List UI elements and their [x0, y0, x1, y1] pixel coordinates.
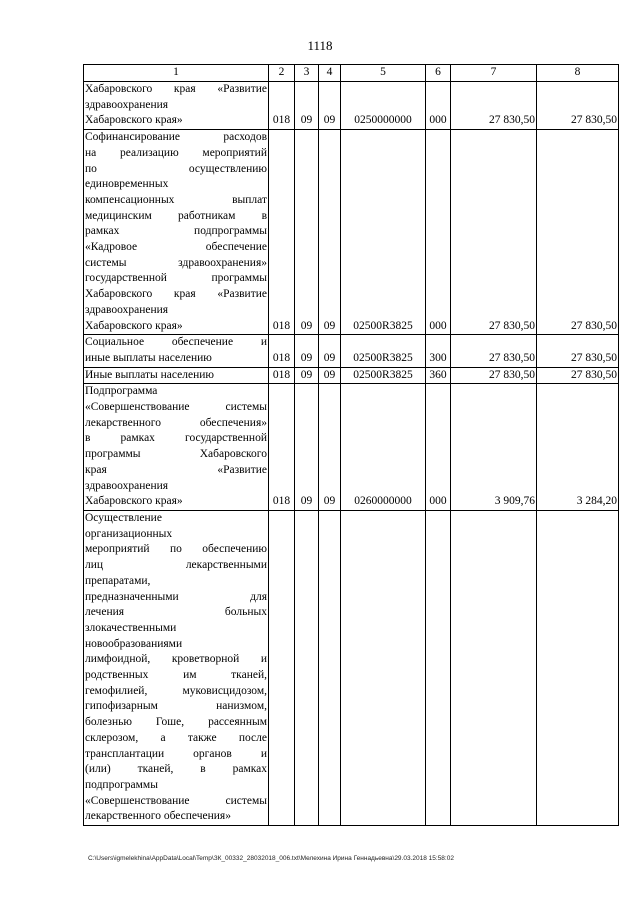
- description-line: рамках подпрограммы: [85, 225, 267, 238]
- subsection-code: 09: [319, 82, 341, 130]
- file-path-footer: C:\Users\igmelekhina\AppData\Local\Temp\ЗК_00332_28032018_006.txt\Мелехина Ирина Геннадьевна\29.03.2018 15:58:02: [88, 855, 454, 862]
- header-cell: 1: [84, 65, 269, 82]
- section-code: 09: [295, 367, 319, 384]
- description-line: Софинансирование расходов: [85, 131, 267, 144]
- row-description: [84, 335, 269, 367]
- description-line: лечения больных: [85, 606, 267, 619]
- header-cell: 8: [537, 65, 619, 82]
- row-description: [84, 367, 269, 384]
- description-line: родственных им тканей,: [85, 669, 267, 682]
- table-row: [84, 335, 619, 367]
- expense-type-code: 300: [426, 335, 451, 367]
- description-line: Хабаровского края»: [85, 495, 183, 508]
- header-cell: 4: [319, 65, 341, 82]
- section-code: 09: [295, 82, 319, 130]
- target-article-code: 02500R3825: [341, 130, 426, 335]
- description-line: иные выплаты населению: [85, 351, 212, 364]
- header-cell: 5: [341, 65, 426, 82]
- description-line: в рамках государственной: [85, 432, 267, 445]
- amount-year-1: 3 909,76: [451, 384, 537, 511]
- description-line: Хабаровского края»: [85, 319, 183, 332]
- description-line: Социальное обеспечение и: [85, 336, 267, 349]
- description-line: лиц лекарственными: [85, 559, 267, 572]
- description-line: «Совершенствование системы: [85, 794, 267, 807]
- description-line: Хабаровского края «Развитие: [85, 288, 267, 301]
- description-line: склерозом, а также после: [85, 731, 267, 744]
- expense-type-code: 000: [426, 130, 451, 335]
- header-cell: 6: [426, 65, 451, 82]
- ministry-code: 018: [269, 367, 295, 384]
- expense-type-code: 360: [426, 367, 451, 384]
- description-line: Подпрограмма: [85, 385, 158, 398]
- amount-year-1: [451, 510, 537, 825]
- target-article-code: 02500R3825: [341, 335, 426, 367]
- description-line: компенсационных выплат: [85, 193, 267, 206]
- expense-type-code: 000: [426, 384, 451, 511]
- description-line: «Совершенствование системы: [85, 401, 267, 414]
- table-row: [84, 510, 619, 825]
- expense-type-code: 000: [426, 82, 451, 130]
- section-code: 09: [295, 384, 319, 511]
- subsection-code: [319, 510, 341, 825]
- amount-year-1: 27 830,50: [451, 130, 537, 335]
- description-line: на реализацию мероприятий: [85, 146, 267, 159]
- description-line: трансплантации органов и: [85, 747, 267, 760]
- subsection-code: 09: [319, 335, 341, 367]
- description-line: по осуществлению: [85, 162, 267, 175]
- description-line: Осуществление: [85, 511, 162, 524]
- description-line: мероприятий по обеспечению: [85, 543, 267, 556]
- row-description: [84, 82, 269, 130]
- ministry-code: 018: [269, 335, 295, 367]
- description-line: предназначенными для: [85, 590, 267, 603]
- description-line: программы Хабаровского: [85, 448, 267, 461]
- ministry-code: 018: [269, 130, 295, 335]
- description-line: медицинским работникам в: [85, 209, 267, 222]
- target-article-code: [341, 510, 426, 825]
- table-header-row: [84, 65, 619, 82]
- subsection-code: 09: [319, 130, 341, 335]
- target-article-code: 0250000000: [341, 82, 426, 130]
- header-cell: 2: [269, 65, 295, 82]
- ministry-code: 018: [269, 384, 295, 511]
- ministry-code: [269, 510, 295, 825]
- ministry-code: 018: [269, 82, 295, 130]
- description-line: Хабаровского края»: [85, 114, 183, 127]
- description-line: злокачественными: [85, 621, 177, 634]
- amount-year-2: [537, 510, 619, 825]
- description-line: гипофизарным нанизмом,: [85, 700, 267, 713]
- target-article-code: 0260000000: [341, 384, 426, 511]
- table-row: [84, 130, 619, 335]
- description-line: лекарственного обеспечения»: [85, 416, 267, 429]
- description-line: лимфоидной, кроветворной и: [85, 653, 267, 666]
- table-row: [84, 367, 619, 384]
- amount-year-2: 3 284,20: [537, 384, 619, 511]
- description-line: единовременных: [85, 178, 169, 191]
- section-code: 09: [295, 130, 319, 335]
- amount-year-2: 27 830,50: [537, 367, 619, 384]
- header-cell: 3: [295, 65, 319, 82]
- description-line: государственной программы: [85, 272, 267, 285]
- description-line: здравоохранения: [85, 479, 169, 492]
- subsection-code: 09: [319, 384, 341, 511]
- header-cell: 7: [451, 65, 537, 82]
- budget-table: [83, 64, 619, 826]
- amount-year-1: 27 830,50: [451, 367, 537, 384]
- amount-year-1: 27 830,50: [451, 335, 537, 367]
- description-line: края «Развитие: [85, 463, 267, 476]
- description-line: лекарственного обеспечения»: [85, 810, 231, 823]
- description-line: новообразованиями: [85, 637, 183, 650]
- description-line: Иные выплаты населению: [85, 368, 214, 381]
- amount-year-2: 27 830,50: [537, 130, 619, 335]
- table-row: [84, 384, 619, 511]
- description-line: системы здравоохранения»: [85, 256, 267, 269]
- description-line: препаратами,: [85, 574, 151, 587]
- amount-year-1: 27 830,50: [451, 82, 537, 130]
- description-line: Хабаровского края «Развитие: [85, 83, 267, 95]
- section-code: [295, 510, 319, 825]
- row-description: [84, 510, 269, 825]
- description-line: подпрограммы: [85, 778, 158, 791]
- page-number: 1118: [307, 38, 333, 53]
- amount-year-2: 27 830,50: [537, 335, 619, 367]
- description-line: болезнью Гоше, рассеянным: [85, 716, 267, 729]
- description-line: здравоохранения: [85, 303, 169, 316]
- row-description: [84, 384, 269, 511]
- description-line: «Кадровое обеспечение: [85, 241, 267, 254]
- table-row: [84, 82, 619, 130]
- row-description: [84, 130, 269, 335]
- subsection-code: 09: [319, 367, 341, 384]
- description-line: (или) тканей, в рамках: [85, 763, 267, 776]
- amount-year-2: 27 830,50: [537, 82, 619, 130]
- description-line: здравоохранения: [85, 98, 169, 111]
- target-article-code: 02500R3825: [341, 367, 426, 384]
- expense-type-code: [426, 510, 451, 825]
- description-line: организационных: [85, 527, 173, 540]
- section-code: 09: [295, 335, 319, 367]
- description-line: гемофилией, муковисцидозом,: [85, 684, 267, 697]
